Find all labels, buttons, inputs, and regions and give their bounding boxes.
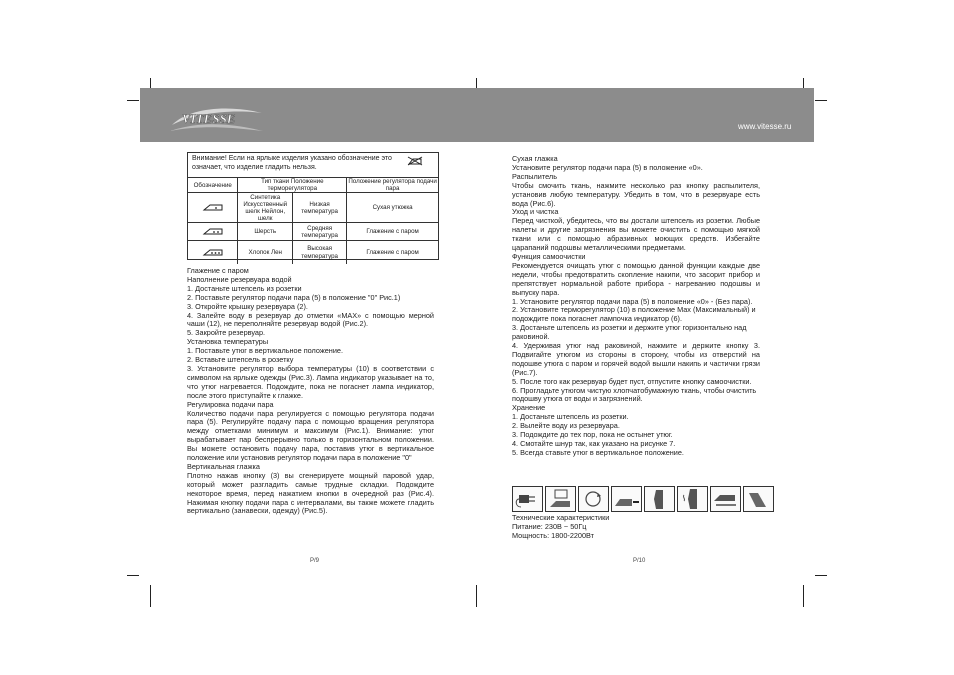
section-title: Вертикальная глажка [187, 461, 260, 471]
temp-cell: Низкая температура [293, 193, 347, 223]
fabric-table [187, 152, 439, 260]
crop-mark [815, 100, 827, 101]
list-item: 3. Подождите до тех пор, пока не остынет утюг. [512, 430, 673, 440]
list-item: 1. Установите регулятор подачи пара (5) в положение «0» - (Без пара). [512, 296, 753, 306]
list-item: 4. Смотайте шнур так, как указано на рисунке 7. [512, 439, 676, 448]
list-item: 5. Всегда ставьте утюг в вертикальное положение. [512, 447, 684, 457]
section-text: Перед чисткой, убедитесь, что вы достали штепсель из розетки. Любые налеты и другие загрязнения вы можете очистить с помощью мягкой ткани или с помощью абразивных моющих средств. Избегайте царапаний подошвы металлическими предметами. [512, 216, 760, 253]
list-item: 1. Достаньте штепсель из розетки. [512, 412, 629, 422]
list-item: 3. Установите регулятор выбора температуры (10) в соответствии с символом на ярлыке одежды (Рис.3). Лампа индикатор указывает на то, что утюг нагревается. Подождите, пока не погаснет лампа индикатор, после этого приступайте к глажке. [187, 363, 434, 400]
list-item: 2. Вылейте воду из резервуара. [512, 421, 620, 431]
temp-cell: Средняя температура [293, 223, 347, 241]
list-item: 1. Достаньте штепсель из розетки [187, 283, 302, 293]
section-text: Количество подачи пара регулируется с помощью регулятора подачи пара (5). Регулируйте подачу пара с помощью вращения регулятора между отметками минимум и максимум (Рис.1). Внимание: утюг вырабатывает пар беспрерывно только в горизонтальном положении. Вы можете остановить подачу пара, поставив утюг в вертикальное положение или установив регулятор подачи пара в положение "0" [187, 408, 434, 463]
specs-title: Технические характеристики [512, 513, 610, 522]
specs-power-supply: Питание: 230В ~ 50Гц [512, 521, 587, 531]
list-item: 4. Удерживая утюг над раковиной, нажмите и держите кнопку 3. Подвигайте утюгом из стороны в сторону, чтобы из отверстий на подошве утюга с паром и горячей водой вышли накипь и частички грязи (Рис.7). [512, 341, 760, 377]
section-text: Плотно нажав кнопку (3) вы сгенерируете мощный паровой удар, который может разгладить самые трудные складки. Подождите некоторое время, перед нажатием кнопки в очередной раз (Рис.4). Нажимая кнопку подачи пара с интервалами, вы также можете гладить вертикально (занавески, одежду) (Рис.5). [187, 470, 434, 516]
list-item: 3. Откройте крышку резервуара (2). [187, 301, 308, 311]
section-title: Функция самоочистки [512, 251, 586, 261]
iron-minus-icon [611, 486, 642, 512]
section-title: Сухая глажка [512, 154, 558, 163]
section-title: Распылитель [512, 171, 557, 181]
right-page [512, 155, 760, 458]
section-title: Регулировка подачи пара [187, 399, 274, 409]
section-subtitle: Наполнение резервуара водой [187, 274, 292, 284]
iron-steam-icon [677, 486, 708, 512]
iron-one-dot-icon [202, 202, 224, 212]
list-item: 1. Поставьте утюг в вертикальное положение. [187, 346, 343, 356]
section-title: Уход и чистка [512, 207, 559, 217]
iron-symbol-one-dot [188, 193, 238, 223]
illustration-strip [512, 486, 774, 512]
fabric-cell: Синтетика Искусственный шелк Нейлон, шелк [238, 193, 293, 223]
temp-cell: Высокая температура [293, 241, 347, 264]
table-row [188, 241, 438, 264]
page-number-right: P/10 [633, 558, 646, 564]
list-item: 3. Достаньте штепсель из розетки и держите утюг горизонтально над раковиной. [512, 323, 747, 342]
column-header: Тип ткани Положение терморегулятора [238, 178, 347, 193]
steam-cell: Глажение с паром [347, 241, 438, 264]
crop-mark [803, 585, 804, 607]
iron-symbol-three-dots [188, 241, 238, 264]
column-header: Обозначение [188, 178, 238, 193]
list-item: 2. Поставьте регулятор подачи пара (5) в положение "0" Рис.1) [187, 292, 401, 302]
steam-cell: Сухая утюжка [347, 193, 438, 223]
crop-mark [476, 585, 477, 607]
vitesse-logo [170, 103, 265, 137]
crop-mark [127, 100, 139, 101]
cycle-icon [578, 486, 609, 512]
iron-upright-icon [644, 486, 675, 512]
fabric-cell: Шерсть [238, 223, 293, 241]
fabric-table-grid [188, 178, 438, 264]
crop-mark [815, 575, 827, 576]
specs [512, 514, 760, 541]
table-row [188, 193, 438, 223]
svg-text:VITESSE: VITESSE [182, 111, 236, 126]
crop-mark [150, 585, 151, 607]
section-text: Установите регулятор подачи пара (5) в положение «0». [512, 162, 703, 172]
list-item: 2. Установите терморегулятор (10) в положение Max (Максимальный) и подождите пока погаснет лампочка индикатор (6). [512, 305, 756, 324]
section-text: Рекомендуется очищать утюг с помощью данной функции каждые две недели, чтобы предотвратить скопление накипи, что засорит прибор и препятствует нормальной работе прибора - нагреванию подошвы и выпуску пара. [512, 260, 760, 297]
website-url: www.vitesse.ru [738, 122, 792, 131]
crop-mark [127, 575, 139, 576]
table-row [188, 223, 438, 241]
iron-side-icon [743, 486, 774, 512]
plug-icon [512, 486, 543, 512]
no-iron-icon [406, 156, 424, 166]
list-item: 2. Вставьте штепсель в розетку [187, 355, 294, 365]
list-item: 6. Прогладьте утюгом чистую хлопчатобумажную ткань, чтобы очистить подошву утюга от воды и загрязнений. [512, 385, 757, 404]
page-number-left: P/9 [310, 558, 320, 564]
specs-power: Мощность: 1800-2200Вт [512, 530, 595, 540]
iron-two-dots-icon [202, 226, 224, 236]
section-title: Установка температуры [187, 337, 269, 347]
left-page [187, 267, 434, 516]
section-title: Глажение с паром [187, 266, 249, 275]
section-title: Хранение [512, 403, 546, 413]
steam-cell: Глажение с паром [347, 223, 438, 241]
warning-text [188, 153, 438, 178]
list-item: 5. Закройте резервуар. [187, 328, 266, 338]
section-text: Чтобы смочить ткань, нажмите несколько раз кнопку распылителя, установив любую температуру. Убедить в том, что в резервуаре есть вода (Рис.6). [512, 180, 760, 208]
warning-text-label: Внимание! Если на ярлыке изделия указано обозначение это означает, что изделие гладить нельзя. [192, 155, 392, 171]
list-item: 4. Залейте воду в резервуар до отметки «MAX» с помощью мерной чаши (12), не переполняйте резервуар водой (Рис.2). [187, 310, 434, 329]
fabric-cell: Хлопок Лен [238, 241, 293, 264]
list-item: 5. После того как резервуар будет пуст, отпустите кнопку самоочистки. [512, 376, 752, 386]
iron-fill-icon [545, 486, 576, 512]
iron-three-dots-icon [202, 247, 224, 257]
column-header: Положение регулятора подачи пара [348, 178, 437, 193]
iron-symbol-two-dots [188, 223, 238, 241]
iron-clean-icon [710, 486, 741, 512]
